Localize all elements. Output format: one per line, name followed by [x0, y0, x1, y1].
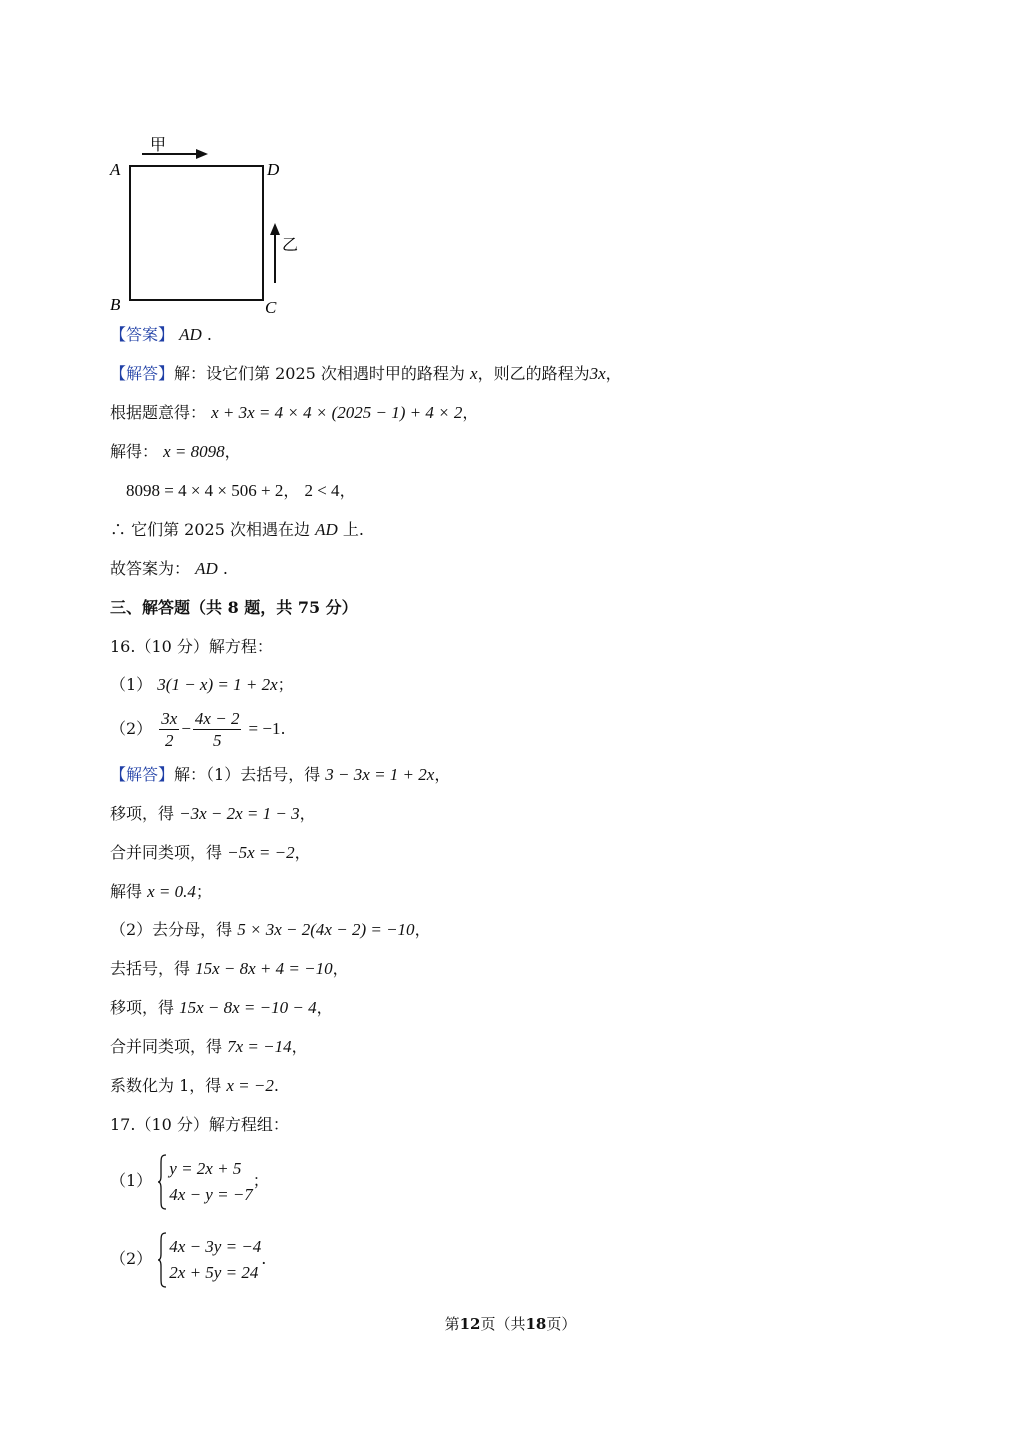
equation: 3 − 3x = 1 + 2x [325, 765, 435, 784]
square-figure [100, 128, 310, 318]
solution16-line9 [110, 1075, 279, 1097]
solution15-line6 [110, 558, 228, 580]
punct: 上. [342, 520, 364, 539]
solution16-line5 [110, 919, 431, 941]
arrow-yi-head [270, 223, 280, 235]
arrow-jia-head [196, 149, 208, 159]
solution15-var: x [470, 364, 478, 383]
numerator: 3x [161, 709, 178, 728]
solution15-line3 [110, 441, 241, 463]
label-jia: 甲 [150, 135, 167, 154]
label: （2） [110, 719, 153, 738]
punct: . [273, 1076, 279, 1095]
equation: x = −2 [226, 1076, 274, 1095]
vertex-d: D [267, 160, 280, 179]
punct: . [280, 719, 286, 738]
footer-text: 页（共 [480, 1315, 526, 1333]
text: 故答案为： [110, 559, 191, 578]
fraction-2 [193, 708, 242, 751]
punct: ， [224, 442, 241, 461]
punct: ， [332, 959, 349, 978]
equation: 15x − 8x + 4 = −10 [195, 959, 333, 978]
solution15-mid: ，则乙的路程为 [477, 364, 590, 383]
vertex-b: B [110, 295, 121, 314]
rhs: = −1 [248, 719, 281, 738]
punct: ， [434, 765, 451, 784]
punct: . [222, 559, 228, 578]
numerator: 4x − 2 [194, 709, 240, 728]
label-yi: 乙 [282, 235, 299, 254]
page-footer [0, 1313, 1021, 1334]
label: （1） [110, 1171, 153, 1190]
text: 去括号，得 [110, 959, 191, 978]
answer-end: . [206, 325, 212, 344]
solution16-line6 [110, 958, 349, 980]
q16-stem: 16.（10 分）解方程： [110, 637, 273, 656]
text: 解：（1）去括号，得 [174, 765, 321, 784]
text: ∴ 它们第 2025 次相遇在边 [110, 520, 310, 539]
text: 解得： [110, 442, 159, 461]
solution16-line1 [110, 764, 450, 786]
text: 移项，得 [110, 804, 175, 823]
fraction-1 [159, 708, 179, 751]
answer-tag: 【答案】 [110, 325, 175, 344]
brace-icon [157, 1232, 167, 1288]
equation-row: y = 2x + 5 [169, 1158, 242, 1178]
equation-system-2 [157, 1234, 261, 1286]
solution16-line4 [110, 881, 212, 903]
punct: ， [462, 403, 479, 422]
label: （1） [110, 675, 153, 694]
punct: . [261, 1249, 267, 1268]
solution15-line4 [126, 480, 356, 502]
punct: ， [283, 481, 300, 500]
section-title: 三、解答题（共 8 题，共 75 分） [110, 598, 358, 617]
answer-line [110, 324, 212, 346]
solution15-line5 [110, 519, 364, 541]
equation: 15x − 8x = −10 − 4 [179, 998, 317, 1017]
solution16-line7 [110, 997, 333, 1019]
punct: ， [299, 804, 316, 823]
answer-value: AD [179, 325, 202, 344]
equation: −3x − 2x = 1 − 3 [179, 804, 300, 823]
square-abcd [130, 166, 263, 300]
vertex-c: C [265, 298, 277, 317]
text: 移项，得 [110, 998, 175, 1017]
q17-stem: 17.（10 分）解方程组： [110, 1115, 289, 1134]
solution16-tag: 【解答】 [110, 765, 175, 784]
punct: ， [316, 998, 333, 1017]
equation: x = 8098 [163, 442, 225, 461]
solution16-line3 [110, 842, 311, 864]
equation-system-1 [157, 1156, 253, 1208]
solution15-tag: 【解答】 [110, 364, 175, 383]
punct: ， [339, 481, 356, 500]
equation: 8098 = 4 × 4 × 506 + 2 [126, 481, 284, 500]
solution15-line1 [110, 363, 622, 385]
edge-var: AD [315, 520, 338, 539]
solution16-line2 [110, 803, 316, 825]
punct: ， [294, 843, 311, 862]
equation: −5x = −2 [227, 843, 295, 862]
inequality: 2 < 4 [304, 481, 340, 500]
equation-row: 4x − 3y = −4 [169, 1236, 262, 1256]
text: 合并同类项，得 [110, 843, 223, 862]
footer-text: 页） [546, 1315, 577, 1333]
minus: − [181, 719, 191, 738]
label: （2） [110, 1249, 153, 1268]
punct: ； [252, 1171, 269, 1190]
footer-text: 第 [444, 1315, 460, 1333]
equation: x = 0.4 [147, 882, 196, 901]
q16-part2 [110, 707, 286, 751]
edge-var: AD [195, 559, 218, 578]
punct: ； [277, 675, 294, 694]
equation: 7x = −14 [227, 1037, 292, 1056]
solution15-expr: 3x [589, 364, 606, 383]
solution15-end: ， [605, 364, 622, 383]
denominator: 2 [165, 731, 174, 750]
q16-part1 [110, 674, 294, 696]
q17-part1 [110, 1155, 269, 1208]
page-number: 12 [459, 1315, 481, 1333]
total-pages: 18 [525, 1315, 547, 1333]
text: 解得 [110, 882, 143, 901]
punct: ， [414, 920, 431, 939]
brace-icon [157, 1154, 167, 1210]
equation: 3(1 − x) = 1 + 2x [157, 675, 278, 694]
equation: x + 3x = 4 × 4 × (2025 − 1) + 4 × 2 [211, 403, 463, 422]
equation-row: 2x + 5y = 24 [169, 1262, 259, 1282]
text: 合并同类项，得 [110, 1037, 223, 1056]
denominator: 5 [212, 731, 222, 750]
equation: 5 × 3x − 2(4x − 2) = −10 [237, 920, 415, 939]
text: 系数化为 1，得 [110, 1076, 222, 1095]
equation-row: 4x − y = −7 [169, 1184, 253, 1204]
solution15-line2 [110, 402, 478, 424]
punct: ， [291, 1037, 308, 1056]
vertex-a: A [110, 160, 121, 179]
q17-part2 [110, 1233, 266, 1286]
text: （2）去分母，得 [110, 920, 233, 939]
solution16-line8 [110, 1036, 308, 1058]
text: 根据题意得： [110, 403, 207, 422]
punct: ； [195, 882, 212, 901]
solution15-text: 解：设它们第 2025 次相遇时甲的路程为 [174, 364, 465, 383]
